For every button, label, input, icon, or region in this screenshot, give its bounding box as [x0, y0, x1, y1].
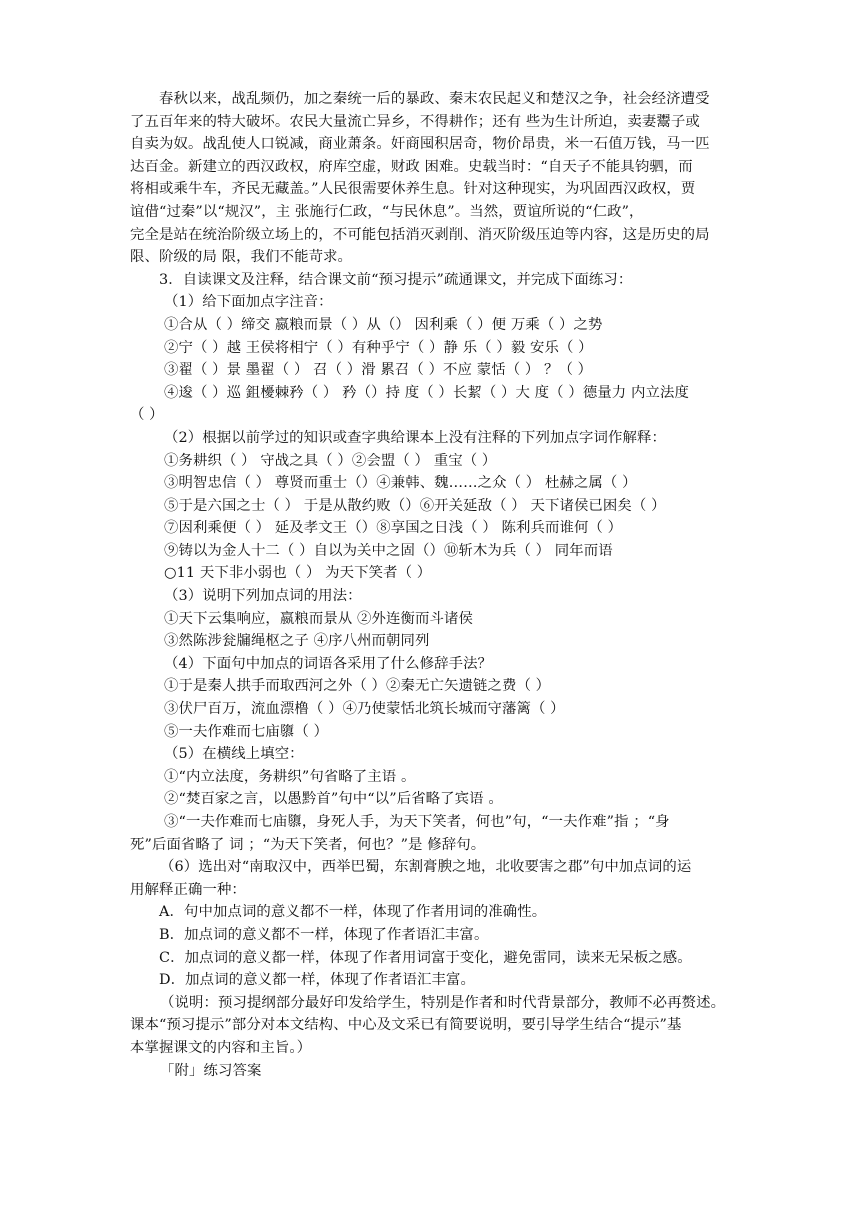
text-line: C．加点词的意义都一样，体现了作者用词富于变化，避免雷同，读来无呆板之感。: [159, 949, 692, 966]
text-line: B．加点词的意义都不一样，体现了作者语汇丰富。: [159, 926, 489, 943]
text-line: ②宁（ ）越 王侯将相宁（ ）有种乎宁（ ）静 乐（ ）毅 安乐（ ）: [164, 339, 593, 356]
text-line: （5）在横线上填空：: [164, 746, 304, 763]
text-line: 「附」练习答案: [160, 1062, 262, 1079]
text-line: ⑨铸以为金人十二（ ）自以为关中之固（）⑩斩木为兵（ ） 同年而语: [164, 542, 613, 559]
text-line: 用解释正确一种：: [130, 881, 246, 898]
text-line: 本掌握课文的内容和主旨。）: [130, 1039, 312, 1056]
text-line: ③明智忠信（ ） 尊贤而重士（）④兼韩、魏……之众（ ） 杜赫之属（ ）: [164, 475, 637, 492]
text-line: （3）说明下列加点词的用法：: [164, 588, 362, 605]
text-line: ③然陈涉瓮牖绳枢之子 ④序八州而朝同列: [164, 633, 430, 650]
text-line: ⑤于是六国之士（ ） 于是从散约败（）⑥开关延敌（ ） 天下诸侯已困矣（ ）: [164, 497, 666, 514]
text-line: ①合从（ ）缔交 嬴粮而景（ ）从（） 因利乘（ ）便 万乘（ ）之势: [164, 316, 603, 333]
text-line: 课本“预习提示”部分对本文结构、中心及文采已有简要说明，要引导学生结合“提示”基: [130, 1017, 682, 1034]
text-line: 死”后面省略了 词 ；“为天下笑者，何也？”是 修辞句。: [130, 836, 486, 853]
text-line: ⑦因利乘便（ ） 延及孝文王（）⑧享国之日浅（ ） 陈利兵而谁何（ ）: [164, 520, 623, 537]
text-line: （1）给下面加点字注音：: [164, 294, 333, 311]
text-line: ②“焚百家之言，以愚黔首”句中“以”后省略了宾语 。: [164, 791, 503, 808]
text-line: ⑤一夫作难而七庙隳（ ）: [164, 723, 329, 740]
text-line: 限、阶级的局 限，我们不能苛求。: [130, 249, 353, 266]
text-line: ③伏尸百万，流血漂橹（ ）④乃使蒙恬北筑长城而守藩篱（ ）: [164, 701, 565, 718]
text-line: ①于是秦人拱手而取西河之外（ ）②秦无亡矢遗链之费（ ）: [164, 678, 551, 695]
text-line: 了五百年来的特大破坏。农民大量流亡异乡，不得耕作；还有 些为生计所迫，卖妻鬻子或: [130, 113, 700, 130]
text-line: （ ）: [130, 407, 164, 424]
text-line: ○11 天下非小弱也（ ） 为天下笑者（ ）: [164, 565, 432, 582]
text-line: ①天下云集响应，嬴粮而景从 ②外连衡而斗诸侯: [164, 610, 473, 627]
document-page: [130, 88, 770, 1082]
text-line: （4）下面句中加点的词语各采用了什么修辞手法？: [164, 655, 493, 672]
text-line: 自卖为奴。战乱使人口锐减，商业萧条。奸商囤积居奇，物价昂贵，米一石值万钱，马一匹: [130, 136, 710, 153]
text-line: （说明：预习提纲部分最好印发给学生，特别是作者和时代背景部分，教师不必再赘述。: [160, 994, 726, 1011]
text-line: 达百金。新建立的西汉政权，府库空虚，财政 困难。史载当时：“自天子不能具钧驷，而: [130, 158, 693, 175]
text-line: 谊借“过秦”以“规汉”，主 张施行仁政，“与民休息”。当然，贾谊所说的“仁政”，: [130, 203, 644, 220]
text-line: ③“一夫作难而七庙隳，身死人手，为天下笑者，何也”句，“一夫作难”指 ；“身: [164, 814, 670, 830]
text-line: A．句中加点词的意义都不一样，体现了作者用词的准确性。: [159, 904, 547, 921]
text-line: 完全是站在统治阶级立场上的，不可能包括消灭剥削、消灭阶级压迫等内容，这是历史的局: [130, 226, 710, 243]
text-line: ④逡（ ）巡 鉏櫌棘矜（ ） 矜（）持 度（ ）长絜（ ）大 度（ ）德量力 内立法度: [164, 384, 689, 401]
text-line: （6）选出对“南取汉中，西举巴蜀，东割膏腴之地，北收要害之郡”句中加点词的运: [160, 859, 692, 876]
text-line: 将相或乘牛车，齐民无藏盖。”人民很需要休养生息。针对这种现实，为巩固西汉政权，贾: [130, 181, 696, 198]
text-line: ③翟（ ）景 墨翟（ ） 召（ ）滑 累召（ ）不应 蒙恬（ ） ？（ ）: [164, 362, 593, 379]
text-line: （2）根据以前学过的知识或查字典给课本上没有注释的下列加点字词作解释：: [164, 429, 666, 446]
text-line: D．加点词的意义都一样，体现了作者语汇丰富。: [159, 972, 475, 989]
text-line: ①“内立法度，务耕织”句省略了主语 。: [164, 768, 416, 785]
text-line: ①务耕织（ ） 守战之具（ ）②会盟（ ） 重宝（ ）: [164, 452, 497, 469]
text-line: 春秋以来，战乱频仍，加之秦统一后的暴政、秦末农民起义和楚汉之争，社会经济遭受: [159, 91, 710, 107]
text-line: 3．自读课文及注释，结合课文前“预习提示”疏通课文，并完成下面练习：: [159, 271, 633, 288]
